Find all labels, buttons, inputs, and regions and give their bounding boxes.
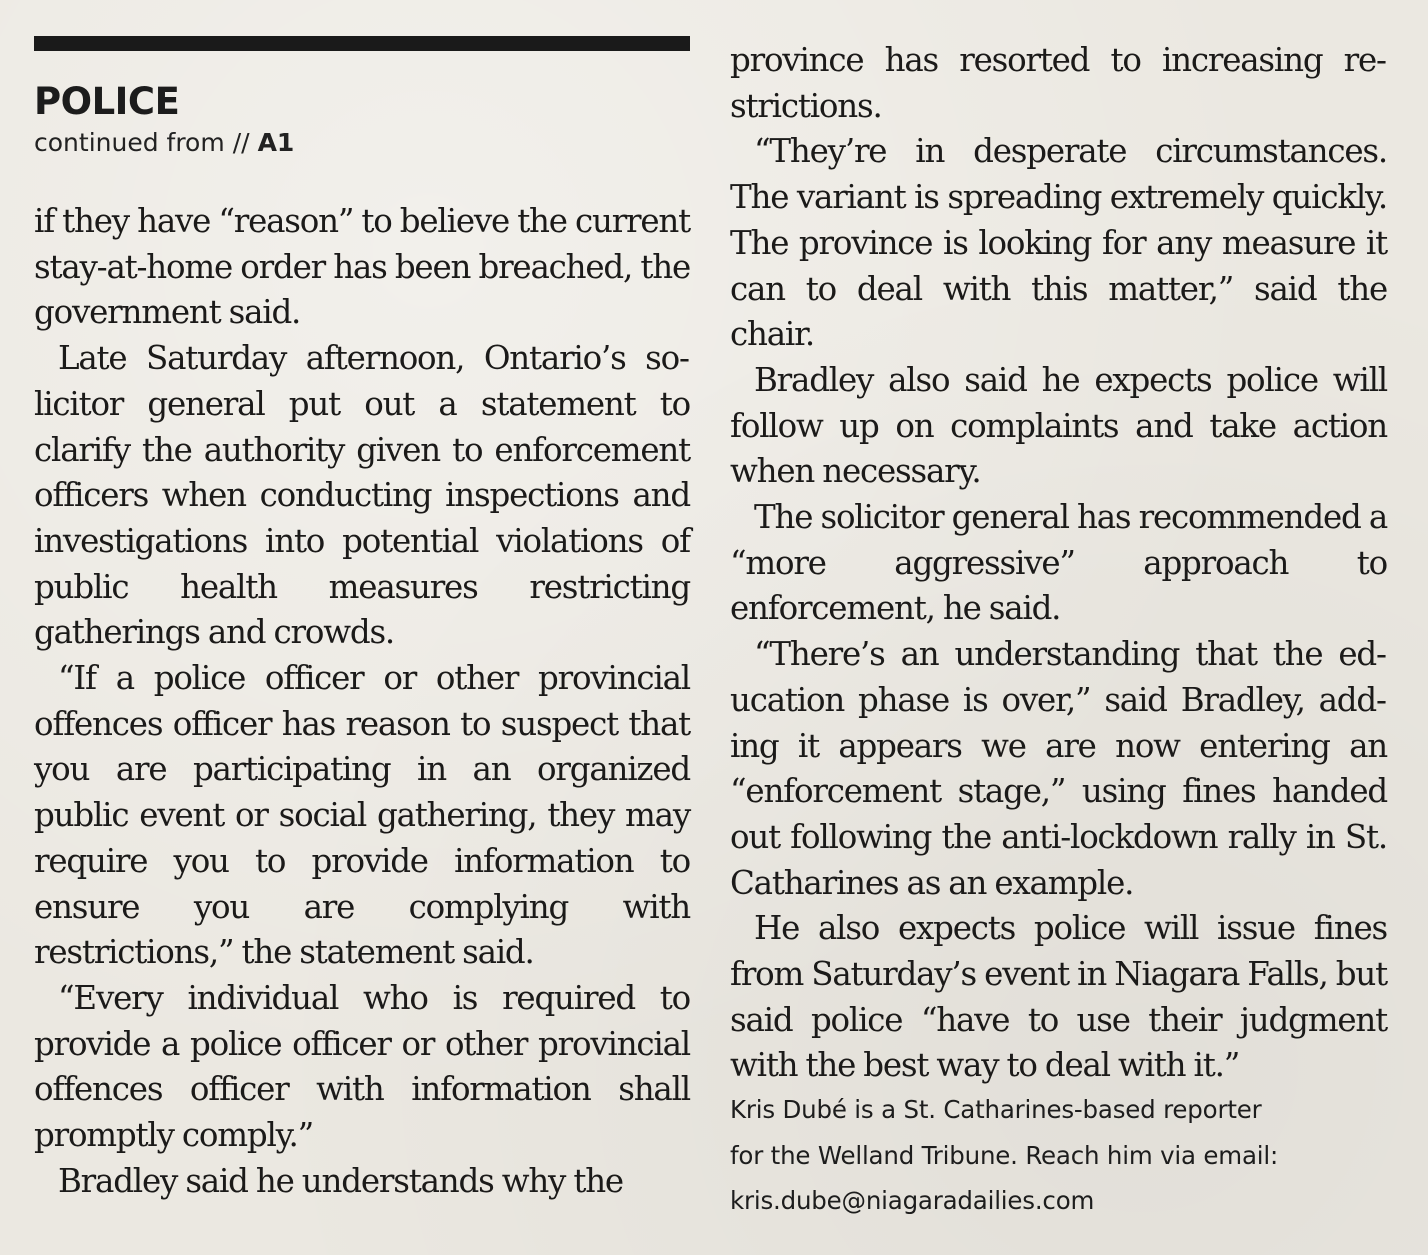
section-kicker: POLICE (34, 80, 180, 123)
section-rule (34, 36, 690, 51)
author-bio-line: for the Welland Tribune. Reach him via email: (730, 1140, 1279, 1170)
paragraph: He also expects police will issue fines from Saturday’s event in Niagara Falls, but said police “have to use their judgment with the best way to deal with it.” (730, 909, 1387, 1085)
article-body-right (730, 38, 1387, 1089)
article-body-left (34, 199, 690, 1204)
paragraph: Bradley said he understands why the (58, 1161, 623, 1200)
paragraph: Bradley also said he expects police will follow up on complaints and take action when necessary. (730, 360, 1387, 491)
paragraph: “Every individual who is required to provide a police officer or other provincial offences officer with information shall promptly comply.” (34, 978, 690, 1155)
continued-from-line (34, 127, 690, 159)
author-email: kris.dube@niagaradailies.com (730, 1186, 1095, 1216)
continued-page-ref: A1 (257, 128, 295, 157)
author-bio (730, 1087, 1387, 1224)
paragraph: if they have “reason” to believe the current stay-at-home order has been breached, the government said. (34, 202, 690, 332)
paragraph: “They’re in desperate circumstances. The variant is spreading extremely quickly. The province is looking for any measure it can to deal with this matter,” said the chair. (730, 132, 1387, 354)
continued-label: continued from (34, 128, 225, 157)
paragraph: “There’s an understanding that the education phase is over,” said Bradley, adding it appears we are now entering an “enforcement stage,” using fines handed out following the anti-lockdown rally in St. Catharines as an example. (730, 635, 1387, 902)
left-column (34, 36, 690, 1204)
paragraph: province has resorted to increasing restrictions. (730, 41, 1387, 125)
author-bio-line: Kris Dubé is a St. Catharines-based reporter (730, 1095, 1262, 1125)
paragraph: “If a police officer or other provincial offences officer has reason to suspect that you are participating in an organized public event or social gathering, they may require you to provide information to ensure you are complying with restrictions,” the statement said. (34, 659, 690, 972)
right-column (730, 38, 1387, 1224)
paragraph: Late Saturday afternoon, Ontario’s solicitor general put out a statement to clarify the authority given to enforcement officers when conducting inspections and investigations into potential violations of public health measures restricting gatherings and crowds. (34, 339, 690, 652)
continued-separator: // (232, 128, 250, 157)
paragraph: The solicitor general has recommended a “more aggressive” approach to enforcement, he said. (730, 498, 1387, 628)
